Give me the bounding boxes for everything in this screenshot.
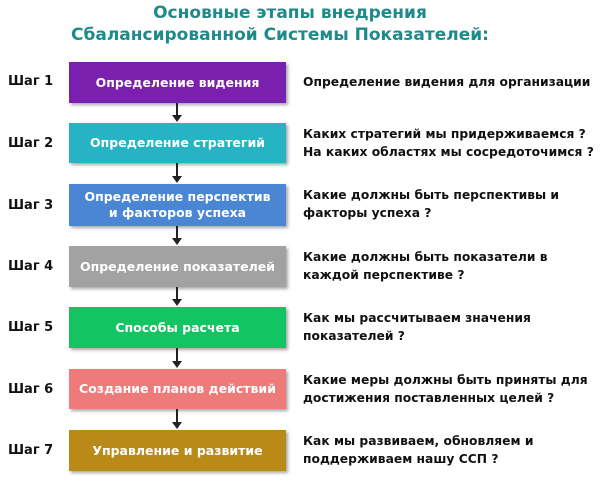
connector-6-7	[176, 409, 178, 423]
arrow-down-icon	[172, 422, 182, 429]
step-box-2: Определение стратегий	[69, 123, 286, 163]
step-label-1: Шаг 1	[8, 74, 54, 89]
arrow-down-icon	[172, 238, 182, 245]
step-label-6: Шаг 6	[8, 382, 54, 397]
arrow-down-icon	[172, 176, 182, 183]
step-description-3: Какие должны быть перспективы и факторы успеха ?	[303, 188, 559, 220]
step-box-7: Управление и развитие	[69, 430, 286, 471]
step-description-2: Каких стратегий мы придерживаемся ? На каких областях мы сосредоточимся ?	[303, 127, 594, 159]
step-description-7: Как мы развиваем, обновляем и поддерживаем нашу ССП ?	[303, 434, 534, 466]
connector-2-3	[176, 163, 178, 177]
arrow-down-icon	[172, 361, 182, 368]
step-box-6: Создание планов действий	[69, 369, 286, 409]
title-line-2: Сбалансированной Системы Показателей:	[71, 25, 489, 45]
step-label-3: Шаг 3	[8, 198, 54, 213]
step-box-1: Определение видения	[69, 62, 286, 103]
step-label-5: Шаг 5	[8, 320, 54, 335]
arrow-down-icon	[172, 299, 182, 306]
step-description-5: Как мы рассчитываем значения показателей ?	[303, 311, 531, 343]
title-line-1: Основные этапы внедрения	[153, 3, 427, 23]
step-box-4: Определение показателей	[69, 246, 286, 287]
step-box-3: Определение перспектив и факторов успеха	[69, 184, 286, 226]
step-description-1: Определение видения для организации	[303, 75, 591, 89]
step-box-5: Способы расчета	[69, 307, 286, 348]
connector-5-6	[176, 348, 178, 362]
diagram-title	[0, 2, 600, 46]
step-description-4: Какие должны быть показатели в каждой перспективе ?	[303, 250, 548, 282]
step-description-6: Какие меры должны быть приняты для достижения поставленных целей ?	[303, 373, 588, 405]
step-label-2: Шаг 2	[8, 136, 54, 151]
step-label-7: Шаг 7	[8, 443, 54, 458]
arrow-down-icon	[172, 115, 182, 122]
step-label-4: Шаг 4	[8, 259, 54, 274]
